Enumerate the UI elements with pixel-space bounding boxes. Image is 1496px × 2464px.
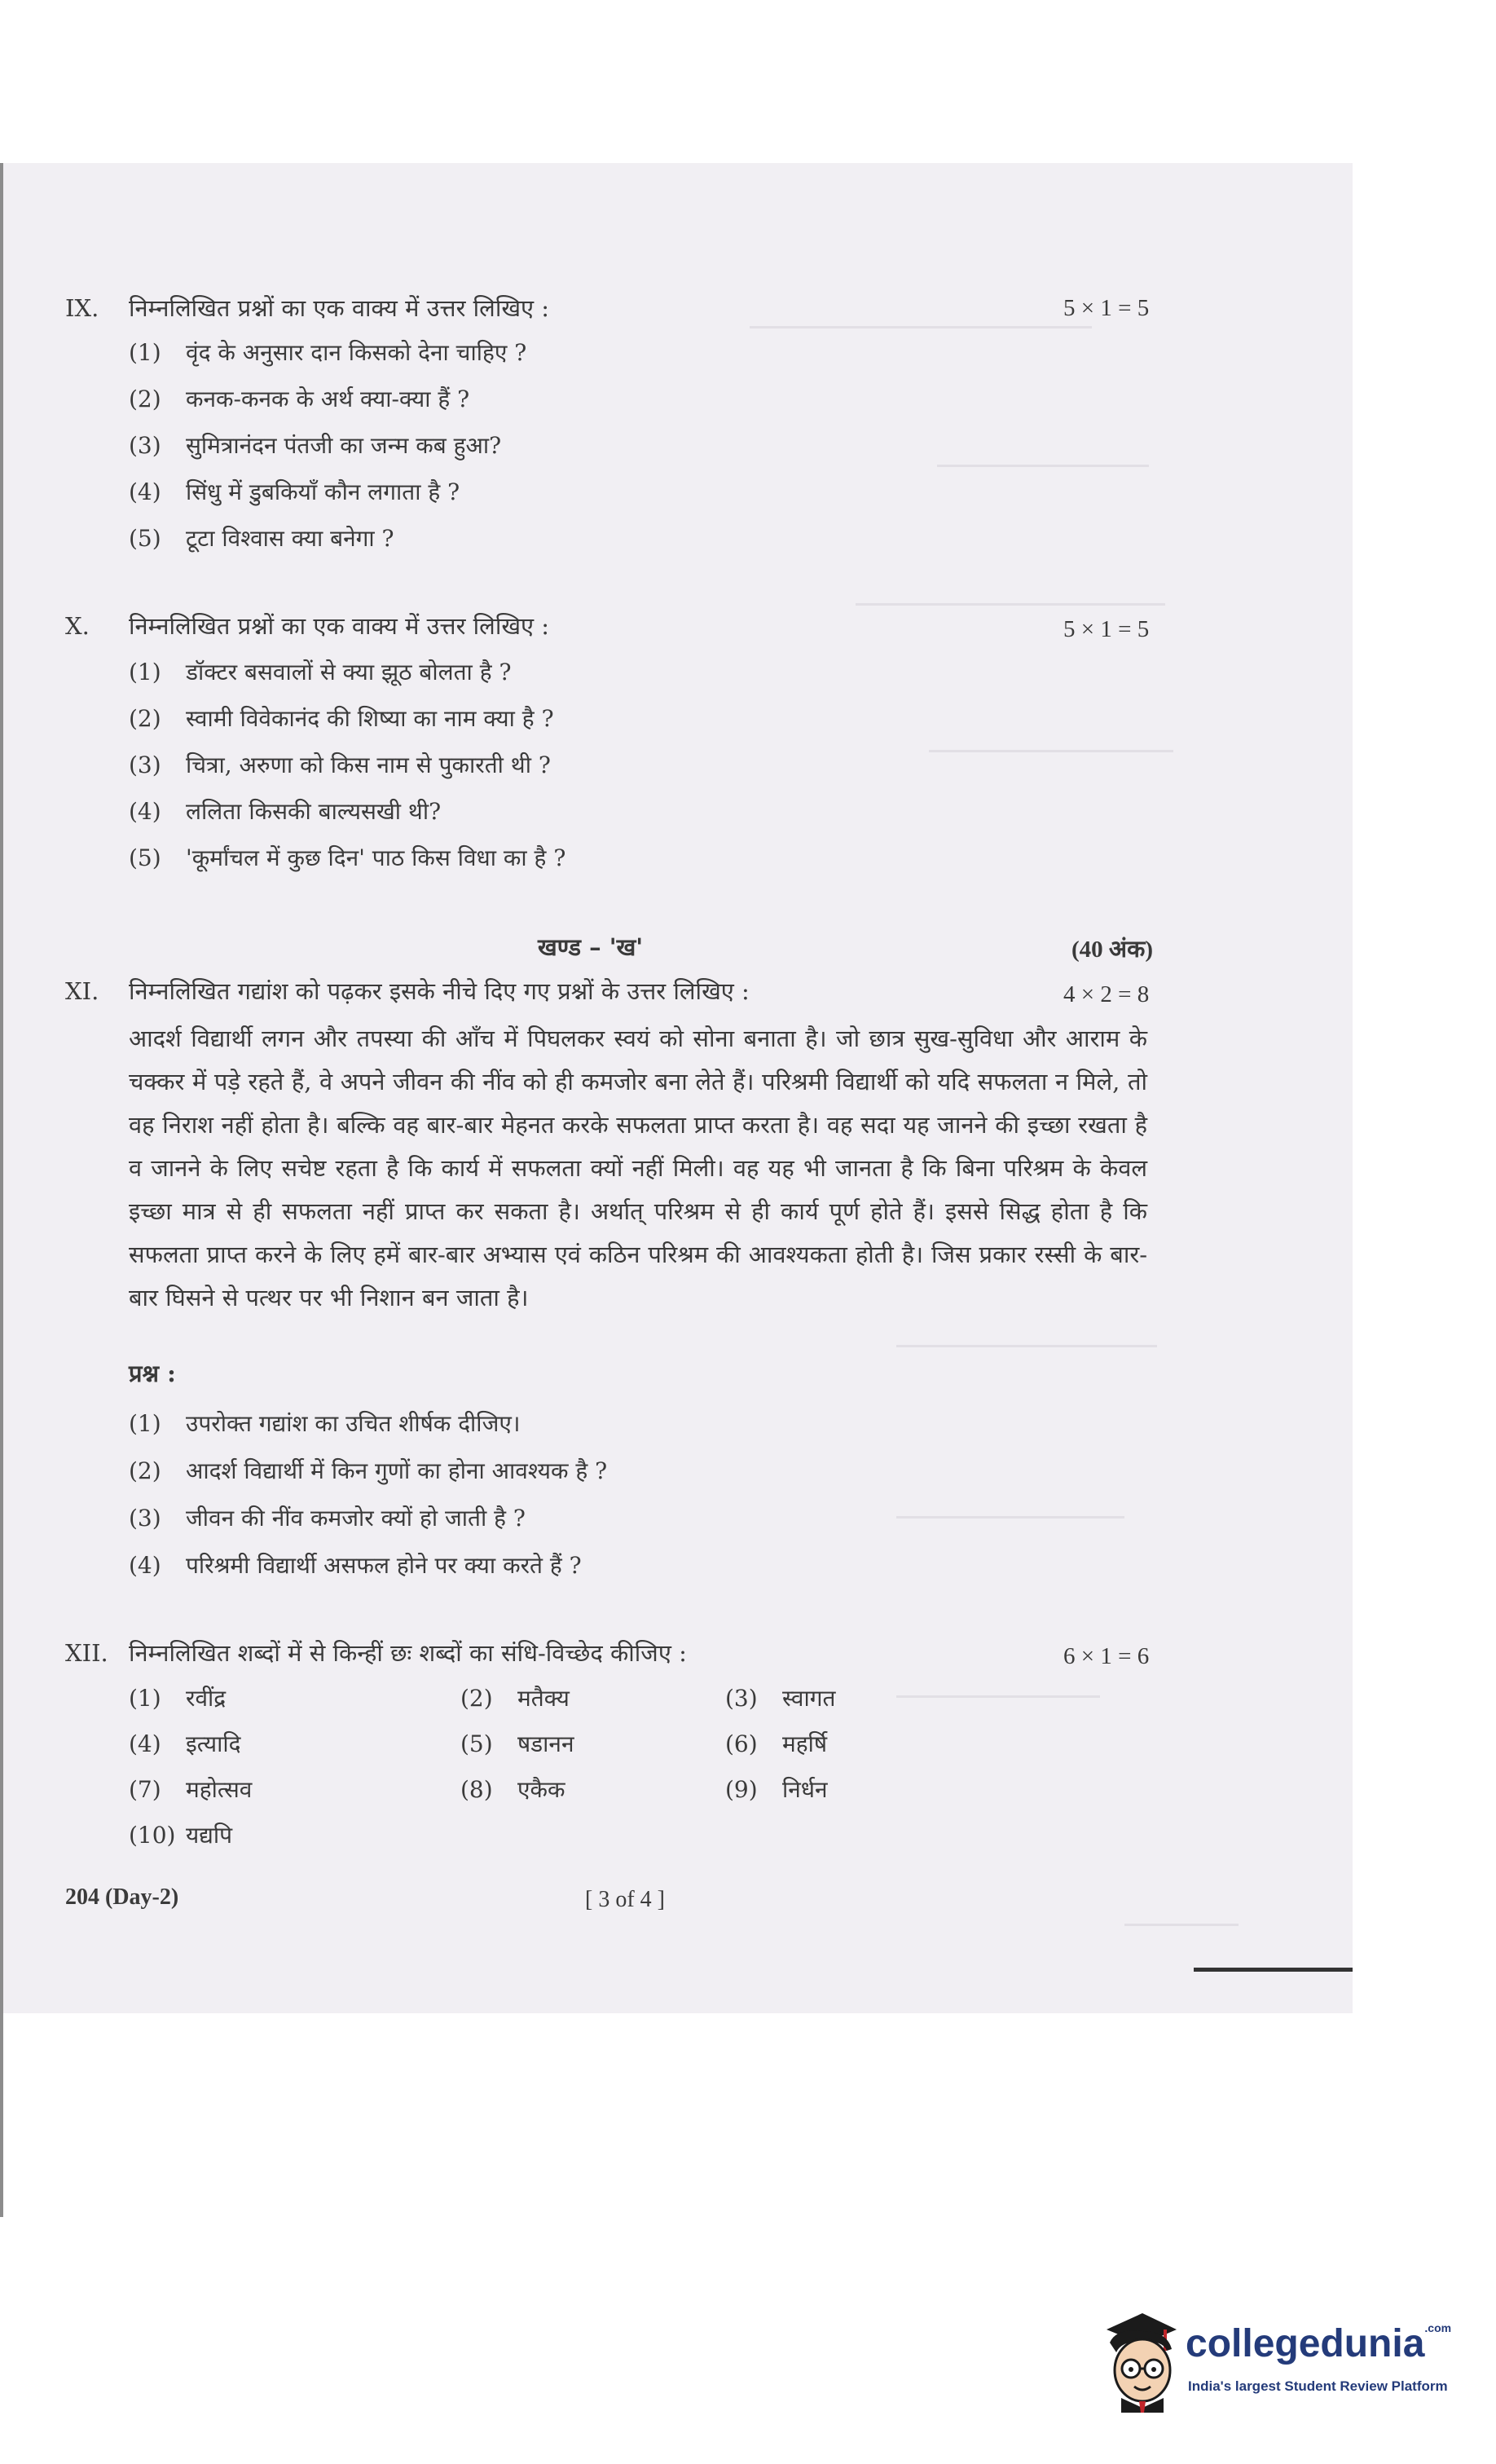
list-item: (4) ललिता किसकी बाल्यसखी थी? [129,798,442,825]
marks-allocation: 4 × 2 = 8 [1063,981,1150,1007]
bleed-through-mark [896,1345,1157,1347]
list-item: (2) कनक-कनक के अर्थ क्या-क्या हैं ? [129,386,470,412]
list-item: (3) जीवन की नींव कमजोर क्यों हो जाती है ? [129,1505,526,1532]
list-item: (3) सुमित्रानंदन पंतजी का जन्म कब हुआ? [129,432,502,459]
page-edge-line [0,163,3,2217]
list-item: (2) स्वामी विवेकानंद की शिष्या का नाम क्या है ? [129,705,554,732]
marks-allocation: 6 × 1 = 6 [1063,1643,1150,1669]
list-item: (2) मतैक्य [460,1685,570,1712]
list-item: (9) निर्धन [725,1776,828,1803]
question-instruction: निम्नलिखित प्रश्नों का एक वाक्य में उत्तर लिखिए : [129,294,550,322]
list-item: (2) आदर्श विद्यार्थी में किन गुणों का होना आवश्यक है ? [129,1457,608,1484]
list-item: (1) डॉक्टर बसवालों से क्या झूठ बोलता है ? [129,659,512,685]
list-item: (1) वृंद के अनुसार दान किसको देना चाहिए ? [129,339,527,366]
page-number: [ 3 of 4 ] [585,1887,665,1912]
list-item: (4) सिंधु में डुबकियाँ कौन लगाता है ? [129,478,460,505]
list-item: (5) षडानन [460,1730,574,1757]
list-item: (5) टूटा विश्वास क्या बनेगा ? [129,525,394,552]
divider [1194,1968,1353,1972]
question-instruction: निम्नलिखित शब्दों में से किन्हीं छः शब्दों का संधि-विच्छेद कीजिए : [129,1639,687,1667]
bleed-through-mark [896,1516,1124,1519]
marks-allocation: 5 × 1 = 5 [1063,616,1150,642]
question-number: XI. [65,977,99,1005]
section-marks: (40 अंक) [1071,937,1153,963]
question-number: IX. [65,294,99,322]
section-title: खण्ड – 'ख' [538,933,644,961]
list-item: (10) यद्यपि [129,1822,233,1849]
bleed-through-mark [929,750,1173,752]
bleed-through-mark [1124,1924,1239,1926]
list-item: (1) उपरोक्त गद्यांश का उचित शीर्षक दीजिए। [129,1410,521,1437]
bleed-through-mark [750,326,1092,328]
brand-name: collegedunia$^{.com}$ [1186,2321,1452,2365]
passage-text: आदर्श विद्यार्थी लगन और तपस्या की आँच में पिघलकर स्वयं को सोना बनाता है। जो छात्र सुख-सुविधा और आराम के चक्कर में पड़े रहते हैं, वे अपने जीवन की नींव को ही कमजोर बना लेते हैं। परिश्रमी विद्यार्थी को यदि सफलता न मिले, तो वह निराश नहीं होता है। बल्कि वह बार-बार मेहनत करके सफलता प्राप्त करता है। वह सदा यह जानने की इच्छा रखता है व जानने के लिए सचेष्ट रहता है कि कार्य में सफलता क्यों नहीं मिली। वह यह भी जानता है कि बिना परिश्रम के केवल इच्छा मात्र से ही सफलता नहीं प्राप्त कर सकता है। अर्थात् परिश्रम से ही कार्य पूर्ण होते हैं। इससे सिद्ध होता है कि सफलता प्राप्त करने के लिए हमें बार-बार अभ्यास एवं कठिन परिश्रम की आवश्यकता होती है। जिस प्रकार रस्सी के बार-बार घिसने से पत्थर पर भी निशान बन जाता है। [129,1025,1147,1311]
list-item: (7) महोत्सव [129,1776,253,1803]
list-item: (4) इत्यादि [129,1730,241,1757]
list-item: (1) रवींद्र [129,1685,227,1712]
collegedunia-logo[interactable] [1092,2307,1450,2413]
student-mascot-icon [1092,2307,1181,2413]
marks-allocation: 5 × 1 = 5 [1063,295,1150,321]
questions-label: प्रश्न : [129,1360,176,1387]
list-item: (3) चित्रा, अरुणा को किस नाम से पुकारती थी ? [129,752,551,778]
bleed-through-mark [937,465,1149,467]
paper-code: 204 (Day-2) [65,1884,179,1910]
brand-tagline: India's largest Student Review Platform [1188,2378,1448,2394]
list-item: (5) 'कूर्मांचल में कुछ दिन' पाठ किस विधा का है ? [129,844,566,871]
list-item: (8) एकैक [460,1776,565,1803]
list-item: (3) स्वागत [725,1685,836,1712]
question-instruction: निम्नलिखित प्रश्नों का एक वाक्य में उत्तर लिखिए : [129,612,550,640]
list-item: (6) महर्षि [725,1730,828,1757]
bleed-through-mark [856,603,1165,606]
question-instruction: निम्नलिखित गद्यांश को पढ़कर इसके नीचे दिए गए प्रश्नों के उत्तर लिखिए : [129,977,750,1005]
question-number: X. [65,612,90,640]
bleed-through-mark [896,1695,1100,1698]
question-number: XII. [65,1639,108,1667]
list-item: (4) परिश्रमी विद्यार्थी असफल होने पर क्या करते हैं ? [129,1552,582,1579]
